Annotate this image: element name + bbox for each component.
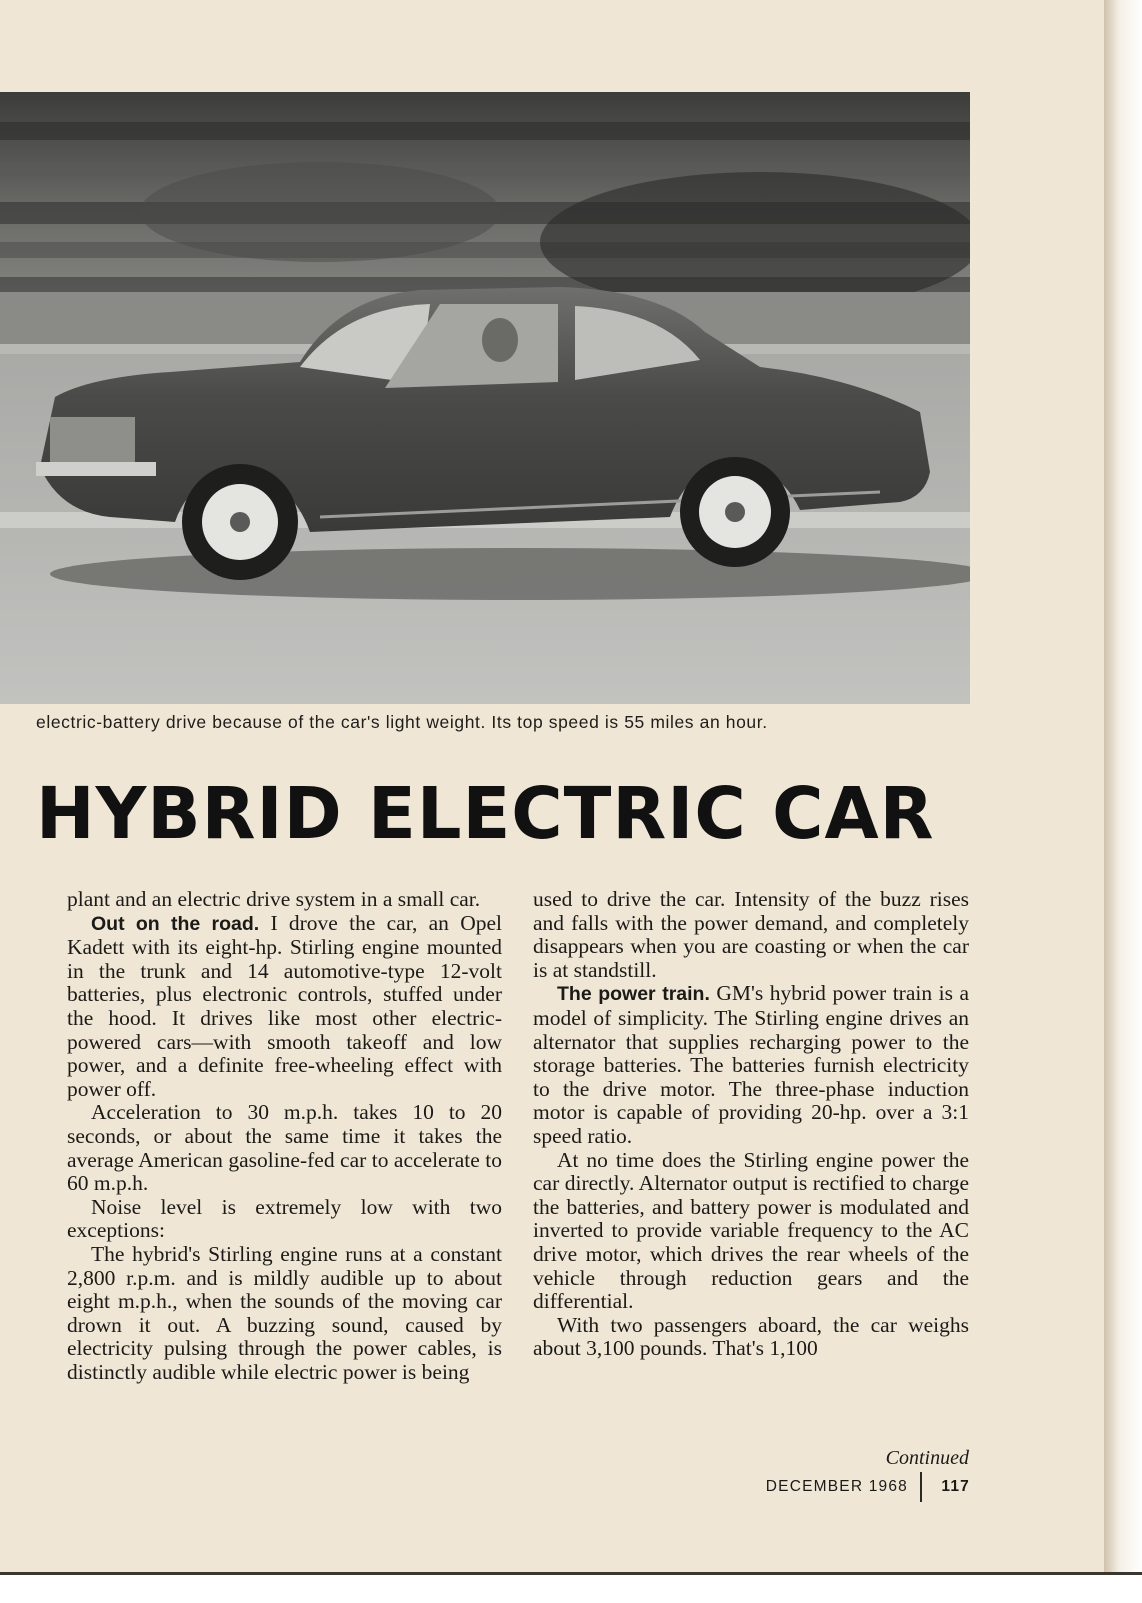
section-runin-heading: Out on the road.	[91, 912, 260, 935]
footer-divider	[920, 1472, 922, 1502]
paragraph: plant and an electric drive system in a small car.	[67, 887, 481, 911]
car-photo	[0, 92, 970, 704]
continued-label: Continued	[885, 1447, 969, 1469]
right-column	[533, 888, 969, 1361]
paragraph-text: I drove the car, an Opel Kadett with its eight-hp. Stirling engine mounted in the trunk and 14 automotive-type 12-volt batteries, plus electronic controls, stuffed under the hood. It drives like most other electric-powered cars—with smooth takeoff and low power, and a definite free-wheeling effect with power off.	[67, 910, 502, 1101]
page-edge	[1104, 0, 1142, 1572]
paragraph: The hybrid's Stirling engine runs at a constant 2,800 r.p.m. and is mildly audible up to about eight m.p.h., when the sounds of the moving car drown it out. A buzzing sound, caused by electricity pulsing through the power cables, is distinctly audible while electric power is being	[67, 1241, 502, 1384]
section-runin-heading: The power train.	[557, 983, 710, 1006]
paragraph	[67, 912, 502, 1102]
page-footer	[765, 1472, 970, 1502]
paragraph: Noise level is extremely low with two exceptions:	[67, 1194, 502, 1243]
paragraph-text: GM's hybrid power train is a model of simplicity. The Stirling engine drives an alternator that supplies recharging power to the storage batteries. The batteries furnish electricity to the drive motor. The three-phase induction motor is capable of providing 20-hp. over a 3:1 speed ratio.	[533, 981, 970, 1148]
paragraph: used to drive the car. Intensity of the buzz rises and falls with the power demand, and completely disappears when you are coasting or when the car is at standstill.	[533, 887, 969, 982]
issue-date: DECEMBER 1968	[765, 1478, 908, 1495]
article-headline: HYBRID ELECTRIC CAR	[36, 771, 935, 856]
paragraph: At no time does the Stirling engine power the car directly. Alternator output is rectified to charge the batteries, and battery power is modulated and inverted to provide variable frequency to the AC drive motor, which drives the rear wheels of the vehicle through reduction gears and the differential.	[533, 1147, 969, 1314]
paragraph	[533, 982, 969, 1148]
photo-caption: electric-battery drive because of the car's light weight. Its top speed is 55 miles an hour.	[36, 712, 768, 732]
paragraph: With two passengers aboard, the car weighs about 3,100 pounds. That's 1,100	[533, 1312, 969, 1361]
scan-border	[0, 1572, 1142, 1603]
left-column	[67, 888, 502, 1384]
page-number: 117	[941, 1478, 970, 1495]
paragraph: Acceleration to 30 m.p.h. takes 10 to 20 seconds, or about the same time it takes the average American gasoline-fed car to accelerate to 60 m.p.h.	[67, 1100, 502, 1196]
